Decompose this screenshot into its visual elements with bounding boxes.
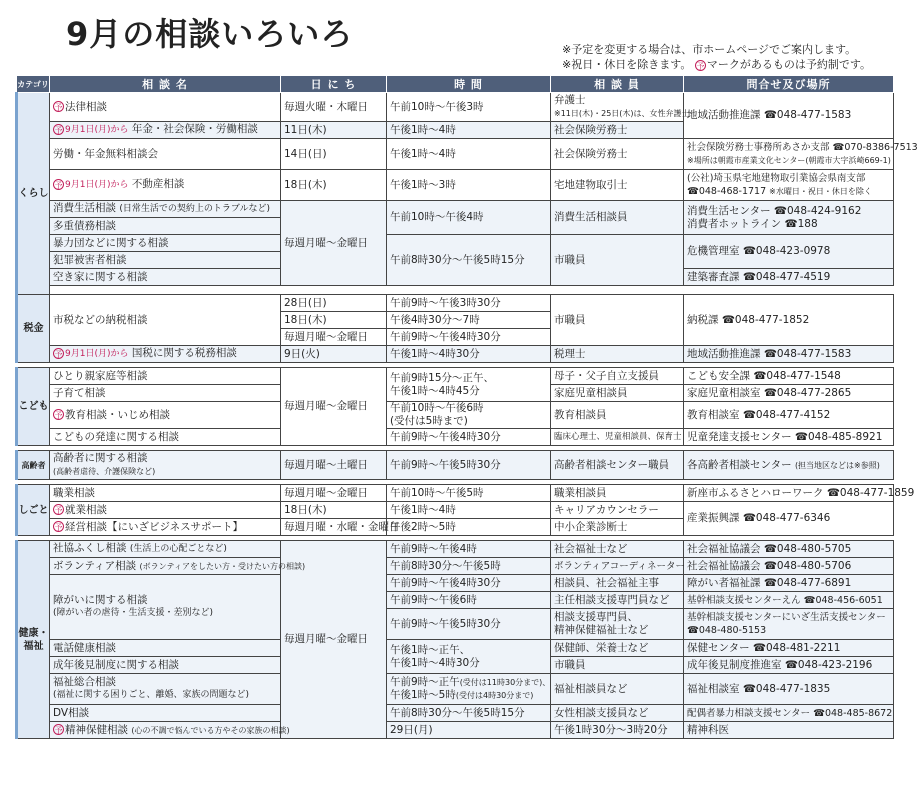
row-day: 14日(日) (281, 139, 387, 170)
row-time: 午前9時～午後5時30分 (387, 609, 551, 640)
header-time: 時 間 (387, 76, 551, 93)
row-day: 毎週月曜・水曜・金曜日 (281, 519, 387, 536)
table-row (17, 541, 894, 558)
row-staff: 市職員 (551, 235, 684, 286)
row-name: 空き家に関する相談 (50, 269, 281, 286)
row-staff: 高齢者相談センター職員 (551, 451, 684, 480)
header-contact: 問合せ及び場所 (684, 76, 894, 93)
row-contact: 基幹相談支援センターにいざ生活支援センター ☎048-480-5153 (684, 609, 894, 640)
row-contact: 建築審査課 ☎048-477-4519 (684, 269, 894, 286)
page-title: 9月の相談いろいろ (66, 15, 354, 53)
row-name: ボランティア相談 (ボランティアをしたい方・受けたい方の相談) (50, 558, 281, 575)
category-kodomo: こども (17, 368, 50, 446)
row-name: 暴力団などに関する相談 (50, 235, 281, 252)
row-staff: 家庭児童相談員 (551, 385, 684, 402)
row-staff: 社会保険労務士 (551, 122, 684, 139)
row-time: 午前9時～午後4時30分 (387, 575, 551, 592)
row-staff: 女性相談支援員など (551, 705, 684, 722)
row-name: 予 9月1日(月)から 年金・社会保険・労働相談 (50, 122, 281, 139)
row-contact: 成年後見制度推進室 ☎048-423-2196 (684, 657, 894, 674)
table-row (17, 368, 894, 385)
note-2: ※祝日・休日を除きます。 予 マークがあるものは予約制です。 (562, 58, 871, 71)
row-day: 18日(木) (281, 312, 387, 329)
row-name: 電話健康相談 (50, 640, 281, 657)
row-staff: 社会福祉士など (551, 541, 684, 558)
row-time: 午前10時～午後6時 (受付は5時まで) (387, 402, 551, 429)
reserve-mark-icon: 予 (696, 61, 705, 71)
row-staff: 保健師、栄養士など (551, 640, 684, 657)
row-name: こどもの発達に関する相談 (50, 429, 281, 446)
note-1: ※予定を変更する場合は、市ホームページでご案内します。 (562, 43, 857, 56)
row-contact: (公社)埼玉県宅地建物取引業協会県南支部 ☎048-468-1717 ※水曜日・祝日・休日を除く (684, 170, 894, 201)
row-name: 予 9月1日(月)から 不動産相談 (50, 170, 281, 201)
table-row (17, 502, 894, 519)
row-contact: 納税課 ☎048-477-1852 (684, 295, 894, 346)
row-contact: 新座市ふるさとハローワーク ☎048-477-1859 (684, 485, 894, 502)
row-name: 予 経営相談【にいざビジネスサポート】 (50, 519, 281, 536)
row-time: 午前10時～午後3時 (387, 93, 551, 122)
table-row (17, 485, 894, 502)
row-staff: 福祉相談員など (551, 674, 684, 705)
row-time: 午前9時～正午(受付は11時30分まで)、 午後1時～5時(受付は4時30分まで) (387, 674, 551, 705)
row-time: 午後1時～3時 (387, 170, 551, 201)
row-time: 午後4時30分～7時 (387, 312, 551, 329)
reserve-mark-icon: 予 (54, 506, 63, 515)
row-staff: 相談員、社会福祉主事 (551, 575, 684, 592)
row-name: 障がいに関する相談 (障がい者の虐待・生活支援・差別など) (50, 575, 281, 640)
consultation-table (15, 75, 918, 739)
row-staff: 市職員 (551, 295, 684, 346)
table-row (17, 722, 894, 739)
category-koureisha: 高齢者 (17, 451, 50, 480)
reserve-mark-icon: 予 (54, 103, 63, 112)
row-contact: 各高齢者相談センター (担当地区などは※参照) (684, 451, 894, 480)
row-time: 午前8時30分～午後5時15分 (387, 705, 551, 722)
row-staff: 母子・父子自立支援員 (551, 368, 684, 385)
row-name: 消費生活相談 (日常生活での契約上のトラブルなど) (50, 201, 281, 218)
reserve-mark-icon: 予 (54, 349, 63, 359)
row-day: 毎週月曜～金曜日 (281, 368, 387, 446)
table-header (17, 76, 894, 93)
row-staff: 職業相談員 (551, 485, 684, 502)
row-time: 午後1時～4時 (387, 502, 551, 519)
row-staff: 相談支援専門員、 精神保健福祉士など (551, 609, 684, 640)
row-name: 職業相談 (50, 485, 281, 502)
reserve-mark-icon: 予 (54, 411, 63, 420)
row-contact: 教育相談室 ☎048-477-4152 (684, 402, 894, 429)
row-day: 9日(火) (281, 346, 387, 363)
row-contact: 配偶者暴力相談支援センター ☎048-485-8672 (684, 705, 894, 722)
row-time: 午前9時15分～正午、 午後1時～4時45分 (387, 368, 551, 402)
row-staff: 精神科医 (684, 722, 894, 739)
row-staff: 中小企業診断士 (551, 519, 684, 536)
row-time: 午後2時～5時 (387, 519, 551, 536)
row-name: 多重債務相談 (50, 218, 281, 235)
row-time: 午前9時～午後6時 (387, 592, 551, 609)
row-time: 午後1時30分～3時20分 (551, 722, 684, 739)
notes (562, 42, 871, 72)
row-day: 11日(木) (281, 122, 387, 139)
category-shigoto: しごと (17, 485, 50, 536)
row-time: 午後1時～4時30分 (387, 346, 551, 363)
row-day: 毎週月曜～金曜日 (281, 329, 387, 346)
row-name: 子育て相談 (50, 385, 281, 402)
table-row (17, 295, 894, 312)
category-kurashi: くらし (17, 93, 50, 295)
row-time: 午前9時～午後4時30分 (387, 429, 551, 446)
row-name: ひとり親家庭等相談 (50, 368, 281, 385)
category-kenko: 健康・福祉 (17, 541, 50, 739)
table-row (17, 235, 894, 252)
row-name: 福祉総合相談 (福祉に関する困りごと、離婚、家族の問題など) (50, 674, 281, 705)
row-name: 予 法律相談 (50, 93, 281, 122)
row-time: 午前10時～午後5時 (387, 485, 551, 502)
row-staff: 消費生活相談員 (551, 201, 684, 235)
table-row (17, 429, 894, 446)
row-time: 午後1時～正午、 午後1時～4時30分 (387, 640, 551, 674)
row-name: 予 9月1日(月)から 国税に関する税務相談 (50, 346, 281, 363)
row-contact: 産業振興課 ☎048-477-6346 (684, 502, 894, 536)
row-time: 午前9時～午後5時30分 (387, 451, 551, 480)
row-contact: 児童発達支援センター ☎048-485-8921 (684, 429, 894, 446)
row-name: 予 教育相談・いじめ相談 (50, 402, 281, 429)
table-row (17, 201, 894, 218)
row-name: 社協ふくし相談 (生活上の心配ごとなど) (50, 541, 281, 558)
row-staff: 税理士 (551, 346, 684, 363)
row-staff: 弁護士 ※11日(木)・25日(木)は、女性弁護士 (551, 93, 684, 122)
header-category: カテゴリ (17, 76, 50, 93)
table-row (17, 139, 894, 170)
table-row (17, 93, 894, 122)
table-row (17, 674, 894, 705)
table-row (17, 705, 894, 722)
row-contact: 社会福祉協議会 ☎048-480-5705 (684, 541, 894, 558)
row-name: 市税などの納税相談 (50, 295, 281, 346)
row-name: DV相談 (50, 705, 281, 722)
table-row (17, 575, 894, 592)
row-day: 毎週月曜～土曜日 (281, 451, 387, 480)
reserve-mark-icon: 予 (54, 726, 63, 735)
row-contact: 危機管理室 ☎048-423-0978 (684, 235, 894, 269)
row-staff: 社会保険労務士 (551, 139, 684, 170)
row-contact: 社会保険労務士事務所あさか支部 ☎070-8386-7513 ※場所は朝霞市産業文化センター(朝霞市大字浜崎669-1) (684, 139, 894, 170)
row-contact: 家庭児童相談室 ☎048-477-2865 (684, 385, 894, 402)
row-staff: 教育相談員 (551, 402, 684, 429)
row-time: 午前9時～午後4時30分 (387, 329, 551, 346)
row-name: 労働・年金無料相談会 (50, 139, 281, 170)
row-name: 予 精神保健相談 (心の不調で悩んでいる方やその家族の相談) (50, 722, 281, 739)
row-day: 29日(月) (387, 722, 551, 739)
row-time: 午前9時～午後3時30分 (387, 295, 551, 312)
row-contact: 消費生活センター ☎048-424-9162 消費者ホットライン ☎188 (684, 201, 894, 235)
table-row (17, 346, 894, 363)
row-day: 28日(日) (281, 295, 387, 312)
row-time: 午前9時～午後4時 (387, 541, 551, 558)
row-contact: 障がい者福祉課 ☎048-477-6891 (684, 575, 894, 592)
reserve-mark-icon: 予 (54, 523, 63, 532)
row-name: 高齢者に関する相談 (高齢者虐待、介護保険など) (50, 451, 281, 480)
row-staff: 臨床心理士、児童相談員、保育士 (551, 429, 684, 446)
table-row (17, 170, 894, 201)
row-day: 毎週火曜・木曜日 (281, 93, 387, 122)
row-contact: 保健センター ☎048-481-2211 (684, 640, 894, 657)
row-staff: 主任相談支援専門員など (551, 592, 684, 609)
row-contact: 社会福祉協議会 ☎048-480-5706 (684, 558, 894, 575)
row-name: 犯罪被害者相談 (50, 252, 281, 269)
row-time: 午前8時30分～午後5時 (387, 558, 551, 575)
row-day: 18日(木) (281, 502, 387, 519)
row-day: 毎週月曜～金曜日 (281, 485, 387, 502)
row-day: 18日(木) (281, 170, 387, 201)
row-contact: 地域活動推進課 ☎048-477-1583 (684, 346, 894, 363)
category-zeikin: 税金 (17, 295, 50, 363)
row-time: 午前10時～午後4時 (387, 201, 551, 235)
row-contact: 基幹相談支援センターえん ☎048-456-6051 (684, 592, 894, 609)
row-staff: キャリアカウンセラー (551, 502, 684, 519)
header-name: 相 談 名 (50, 76, 281, 93)
row-day: 毎週月曜～金曜日 (281, 201, 387, 286)
row-contact: 福祉相談室 ☎048-477-1835 (684, 674, 894, 705)
row-time: 午前8時30分～午後5時15分 (387, 235, 551, 286)
table-row (17, 558, 894, 575)
table-row (17, 640, 894, 657)
table-row (17, 451, 894, 480)
row-staff: 宅地建物取引士 (551, 170, 684, 201)
reserve-mark-icon: 予 (54, 180, 63, 190)
row-day: 毎週月曜～金曜日 (281, 541, 387, 739)
row-contact: こども安全課 ☎048-477-1548 (684, 368, 894, 385)
row-contact: 地域活動推進課 ☎048-477-1583 (684, 93, 894, 139)
row-name: 成年後見制度に関する相談 (50, 657, 281, 674)
header-day: 日 に ち (281, 76, 387, 93)
row-staff: ボランティアコーディネーター (551, 558, 684, 575)
row-time: 午後1時～4時 (387, 122, 551, 139)
row-time: 午後1時～4時 (387, 139, 551, 170)
row-staff: 市職員 (551, 657, 684, 674)
reserve-mark-icon: 予 (54, 125, 63, 135)
header-staff: 相 談 員 (551, 76, 684, 93)
row-name: 予 就業相談 (50, 502, 281, 519)
